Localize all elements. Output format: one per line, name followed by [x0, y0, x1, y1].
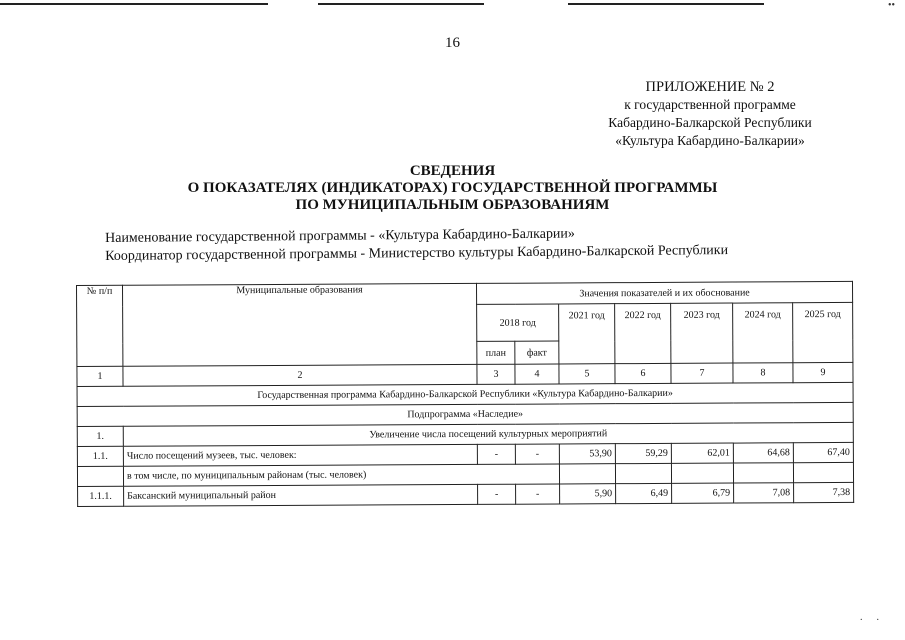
row-value-2023 [671, 463, 733, 483]
row-value-2024 [733, 463, 793, 483]
scan-top-line [318, 3, 484, 5]
col-number: 7 [671, 363, 733, 383]
row-value-2021: 5,90 [560, 484, 616, 504]
row-name: Баксанский муниципальный район [124, 484, 478, 506]
row-value-2022 [615, 463, 671, 483]
row-plan: - [478, 484, 516, 504]
document-heading [0, 163, 905, 214]
col-number: 2 [123, 364, 477, 386]
table-row [78, 482, 854, 506]
section-num: 1. [77, 426, 123, 446]
page-number: 16 [445, 35, 460, 51]
appendix-line: «Культура Кабардино-Балкарии» [615, 133, 805, 148]
program-coordinator: Координатор государственной программы - Министерство культуры Кабардино-Балкарской Республики [105, 243, 729, 264]
indicators-table [76, 281, 854, 507]
row-value-2025 [793, 462, 853, 482]
header-num: № п/п [77, 285, 123, 366]
header-2023: 2023 год [671, 303, 733, 363]
heading-line: ПО МУНИЦИПАЛЬНЫМ ОБРАЗОВАНИЯМ [295, 197, 610, 213]
appendix-line: к государственной программе [624, 97, 796, 112]
header-2022: 2022 год [615, 303, 671, 363]
row-fact: - [515, 444, 559, 464]
heading-line: О ПОКАЗАТЕЛЯХ (ИНДИКАТОРАХ) ГОСУДАРСТВЕННОЙ ПРОГРАММЫ [187, 180, 718, 196]
scan-top-line [568, 3, 764, 5]
row-value-2022: 59,29 [615, 443, 671, 463]
program-info [105, 224, 728, 266]
appendix-title: ПРИЛОЖЕНИЕ № 2 [645, 79, 775, 95]
appendix-line: Кабардино-Балкарской Республики [608, 115, 812, 130]
col-number: 9 [793, 362, 853, 382]
header-values: Значения показателей и их обоснование [476, 281, 852, 304]
header-2025: 2025 год [793, 302, 853, 362]
row-value-2021 [559, 464, 615, 484]
row-value-2024: 64,68 [733, 443, 793, 463]
state-program-title: Государственная программа Кабардино-Балкарской Республики «Культура Кабардино-Балкарии» [77, 382, 853, 406]
indicators-table-wrap [76, 281, 854, 507]
row-value-2025: 7,38 [794, 482, 854, 502]
header-fact: факт [515, 341, 559, 364]
subprogram-title: Подпрограмма «Наследие» [77, 402, 853, 426]
header-2018: 2018 год [477, 304, 559, 341]
row-value-2021: 53,90 [559, 444, 615, 464]
col-number: 1 [77, 366, 123, 386]
row-name: Число посещений музеев, тыс. человек: [123, 444, 477, 466]
row-value-2022: 6,49 [616, 483, 672, 503]
scan-corner-mark: •• [888, 0, 896, 11]
appendix-block [545, 78, 875, 150]
header-2021: 2021 год [559, 304, 615, 364]
section-title: Увеличение числа посещений культурных мероприятий [123, 422, 853, 446]
col-number: 3 [477, 364, 515, 384]
program-name: Наименование государственной программы - «Культура Кабардино-Балкарии» [105, 226, 575, 246]
col-number: 4 [515, 364, 559, 384]
scan-top-line [0, 3, 268, 5]
row-num: 1.1. [77, 446, 123, 466]
row-value-2023: 62,01 [671, 443, 733, 463]
row-num: 1.1.1. [78, 486, 124, 506]
col-number: 6 [615, 363, 671, 383]
row-name: в том числе, по муниципальным районам (тыс. человек) [123, 464, 559, 486]
heading-line: СВЕДЕНИЯ [409, 163, 496, 179]
row-value-2024: 7,08 [734, 483, 794, 503]
header-2024: 2024 год [733, 303, 793, 363]
row-num [77, 466, 123, 486]
row-value-2025: 67,40 [793, 442, 853, 462]
col-number: 5 [559, 364, 615, 384]
scan-bottom-mark: .. [860, 612, 893, 623]
row-plan: - [477, 444, 515, 464]
row-fact: - [516, 484, 560, 504]
header-plan: план [477, 341, 515, 364]
header-municipal: Муниципальные образования [123, 283, 477, 366]
row-value-2023: 6,79 [672, 483, 734, 503]
col-number: 8 [733, 363, 793, 383]
